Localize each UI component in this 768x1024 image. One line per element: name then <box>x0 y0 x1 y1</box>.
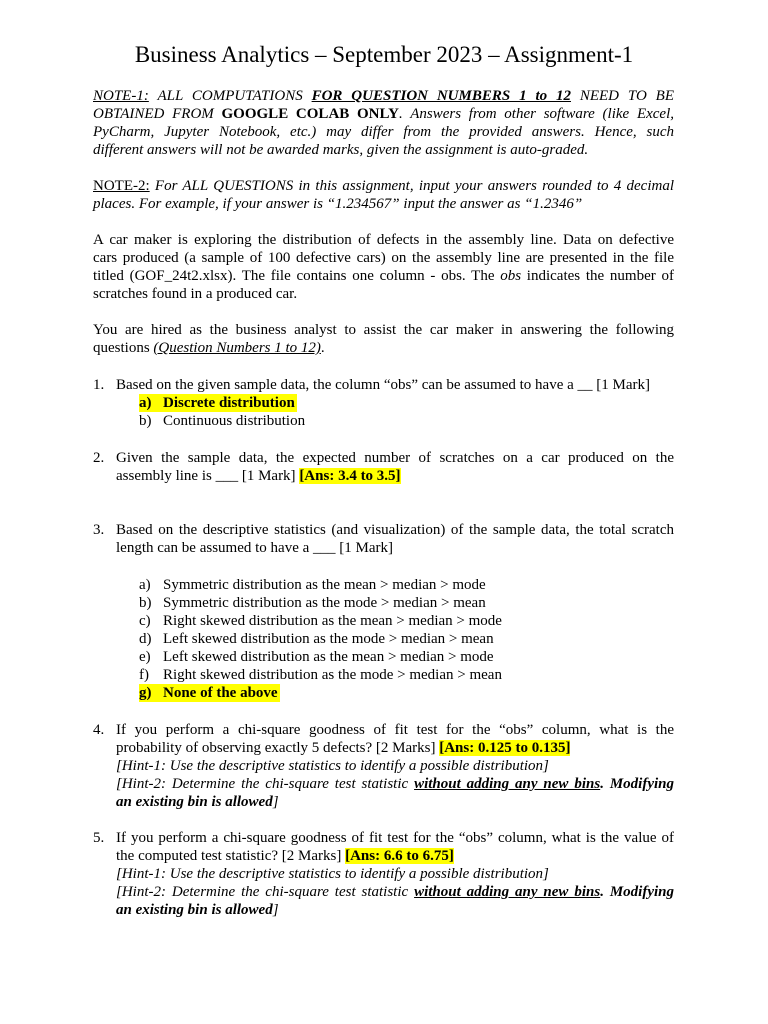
option-3b: b) Symmetric distribution as the mode > median > mean <box>139 595 486 611</box>
hint-1: [Hint-1: Use the descriptive statistics to identify a possible distribution] <box>116 866 549 882</box>
hint-1: [Hint-1: Use the descriptive statistics to identify a possible distribution] <box>116 758 549 774</box>
option-3f: f) Right skewed distribution as the mode > median > mean <box>139 667 502 683</box>
colab-emphasis: GOOGLE COLAB ONLY <box>221 106 399 122</box>
question-1-options <box>139 394 305 430</box>
note-2: NOTE-2: For ALL QUESTIONS in this assignment, input your answers rounded to 4 decimal places. For example, if your answer is “1.234567” input the answer as “1.2346” <box>93 178 674 212</box>
option-3e: e) Left skewed distribution as the mean > median > mode <box>139 649 494 665</box>
note-1: NOTE-1: ALL COMPUTATIONS FOR QUESTION NUMBERS 1 to 12 NEED TO BE OBTAINED FROM GOOGLE COLAB ONLY. Answers from other software (like Excel, PyCharm, Jupyter Notebook, etc.) may differ from the provided answers. Hence, such different answers will not be awarded marks, given the assignment is auto-graded. <box>93 88 674 158</box>
page-title: Business Analytics – September 2023 – Assignment-1 <box>134 42 634 67</box>
note-1-emphasis: FOR QUESTION NUMBERS 1 to 12 <box>311 88 571 104</box>
answer-2: [Ans: 3.4 to 3.5] <box>299 468 401 484</box>
document-page: Business Analytics – September 2023 – Assignment-1 NOTE-1: ALL COMPUTATIONS FOR QUESTION NUMBERS 1 to 12 NEED TO BE OBTAINED FROM GOOGLE COLAB ONLY. Answers from other software (like Excel, PyCharm, Jupyter Notebook, etc.) may differ from the provided answers. Hence, such different answers will not be awarded marks, given the assignment is auto-graded. NOTE-2: For ALL QUESTIONS in this assignment, input your answers rounded to 4 decimal places. For example, if your answer is “1.234567” input the answer as “1.2346” A car maker is exploring the distribution of defects in the assembly line. Data on defective cars produced (a sample of 100 defective cars) on the assembly line are presented in the file titled (GOF_24t2.xlsx). The file contains one column - obs. The obs indicates the number of scratches found in a produced car. You are hired as the business analyst to assist the car maker in answering the following questions (Question Numbers 1 to 12). 1. Based on the given sample data, the column “obs” can be assumed to have a __ [1 Mark] a) Discrete distribution b) Continuous distribution 2. Given the sample data, the expected number of scratches on a car produced on the assembly line is ___ [1 Mark] [Ans: 3.4 to 3.5] 3. Based on the descriptive statistics (and visualization) of the sample data, the total scratch length can be assumed to have a ___ [1 Mark] a) Symmetric distribution as the mean > median > mode b) Symmetric distribution as the mode > median > mean c) Right skewed distribution as the mean > median > mode d) Left skewed distribution as the mode > median > mean e) Left skewed distribution as the mean > median > mode f) Right skewed distribution as the mode > median > mean g) None of the above 4. If you perform a chi-square goodness of fit test for the “obs” column, what is the probability of observing exactly 5 defects? [2 Marks] [Ans: 0.125 to 0.135] [Hint-1: Use the descriptive statistics to identify a possible distribution] [Hint-2: Determine the chi-square test statistic without adding any new bins. Modifying an existing bin is allowed] 5. If you perform a chi-square goodness of fit test for the “obs” column, what is the value of the computed test statistic? [2 Marks] [Ans: 6.6 to 6.75] [Hint-1: Use the descriptive statistics to identify a possible distribution] [Hint-2: Determine the chi-square test statistic without adding any new bins. Modifying an existing bin is allowed] <box>0 0 768 1024</box>
answer-5: [Ans: 6.6 to 6.75] <box>345 848 454 864</box>
option-3c: c) Right skewed distribution as the mean > median > mode <box>139 613 502 629</box>
option-1b: b) Continuous distribution <box>139 413 306 429</box>
option-3a: a) Symmetric distribution as the mean > median > mode <box>139 577 486 593</box>
option-1a: a) Discrete distribution <box>139 395 295 411</box>
option-3d: d) Left skewed distribution as the mode > median > mean <box>139 631 494 647</box>
question-3-options <box>139 576 502 702</box>
intro-paragraph: A car maker is exploring the distribution of defects in the assembly line. Data on defective cars produced (a sample of 100 defective cars) on the assembly line are presented in the file titled (GOF_24t2.xlsx). The file contains one column - obs. The obs indicates the number of scratches found in a produced car. <box>93 232 674 302</box>
hint-2: [Hint-2: Determine the chi-square test statistic without adding any new bins. Modifying <box>116 884 674 900</box>
note-2-label: NOTE-2: <box>93 178 150 194</box>
note-1-label: NOTE-1: <box>93 88 149 104</box>
option-3g: g) None of the above <box>139 685 278 701</box>
hired-paragraph: You are hired as the business analyst to assist the car maker in answering the following questions (Question Numbers 1 to 12). <box>93 322 674 356</box>
answer-4: [Ans: 0.125 to 0.135] <box>439 740 571 756</box>
hint-2: [Hint-2: Determine the chi-square test statistic without adding any new bins. Modifying <box>116 776 674 792</box>
